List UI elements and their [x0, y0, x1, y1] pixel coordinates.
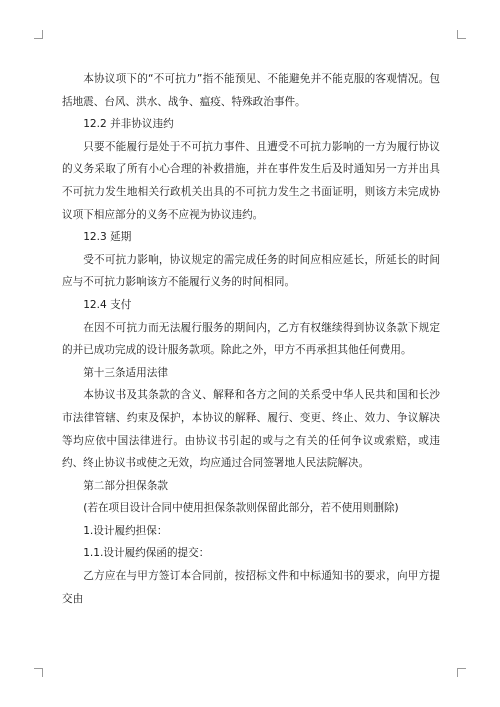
item-1-heading: 1.设计履约担保： [83, 524, 168, 537]
part-2-note: (若在项目设计合同中使用担保条款则保留此部分，若不使用则删除) [83, 502, 399, 515]
crop-mark-top-right [457, 30, 466, 39]
document-page [62, 68, 440, 610]
force-majeure-definition: 本协议项下的“不可抗力”指不能预见、不能避免并不能克服的客观情况。包括地震、台风、洪水、战争、瘟疫、特殊政治事件。 [62, 73, 440, 108]
section-12-2-heading: 12.2 并非协议违约 [83, 118, 174, 131]
article-13-body: 本协议书及其条款的含义、解释和各方之间的关系受中华人民共和国和长沙市法律管辖、约束及保护，本协议的解释、履行、变更、终止、效力、争议解决等均应依中国法律进行。由协议书引起的或与之有关的任何争议或索赔，或违约、终止协议书或使之无效，均应通过合同签署地人民法院解决。 [62, 389, 440, 470]
section-12-2-body: 只要不能履行是处于不可抗力事件、且遭受不可抗力影响的一方为履行协议的义务采取了所有小心合理的补救措施，并在事件发生后及时通知另一方并出具不可抗力发生地相关行政机关出具的不可抗力发生之书面证明，则该方未完成协议项下相应部分的义务不应视为协议违约。 [62, 140, 440, 221]
item-1-1-body: 乙方应在与甲方签订本合同前，按招标文件和中标通知书的要求，向甲方提交由 [62, 570, 440, 605]
article-13-heading: 第十三条适用法律 [83, 366, 168, 379]
item-1-1-heading: 1.1.设计履约保函的提交： [83, 547, 210, 560]
section-12-3-heading: 12.3 延期 [83, 231, 132, 244]
section-12-4-body: 在因不可抗力而无法履行服务的期间内，乙方有权继续得到协议条款下规定的并已成功完成的设计服务款项。除此之外，甲方不再承担其他任何费用。 [62, 321, 440, 357]
section-12-4-heading: 12.4 支付 [83, 298, 132, 311]
part-2-heading: 第二部分担保条款 [83, 479, 168, 492]
section-12-3-body: 受不可抗力影响，协议规定的需完成任务的时间应相应延长，所延长的时间应与不可抗力影响该方不能履行义务的时间相同。 [62, 253, 440, 289]
crop-mark-bottom-right [457, 668, 466, 677]
crop-mark-bottom-left [34, 668, 43, 677]
crop-mark-top-left [34, 30, 43, 39]
